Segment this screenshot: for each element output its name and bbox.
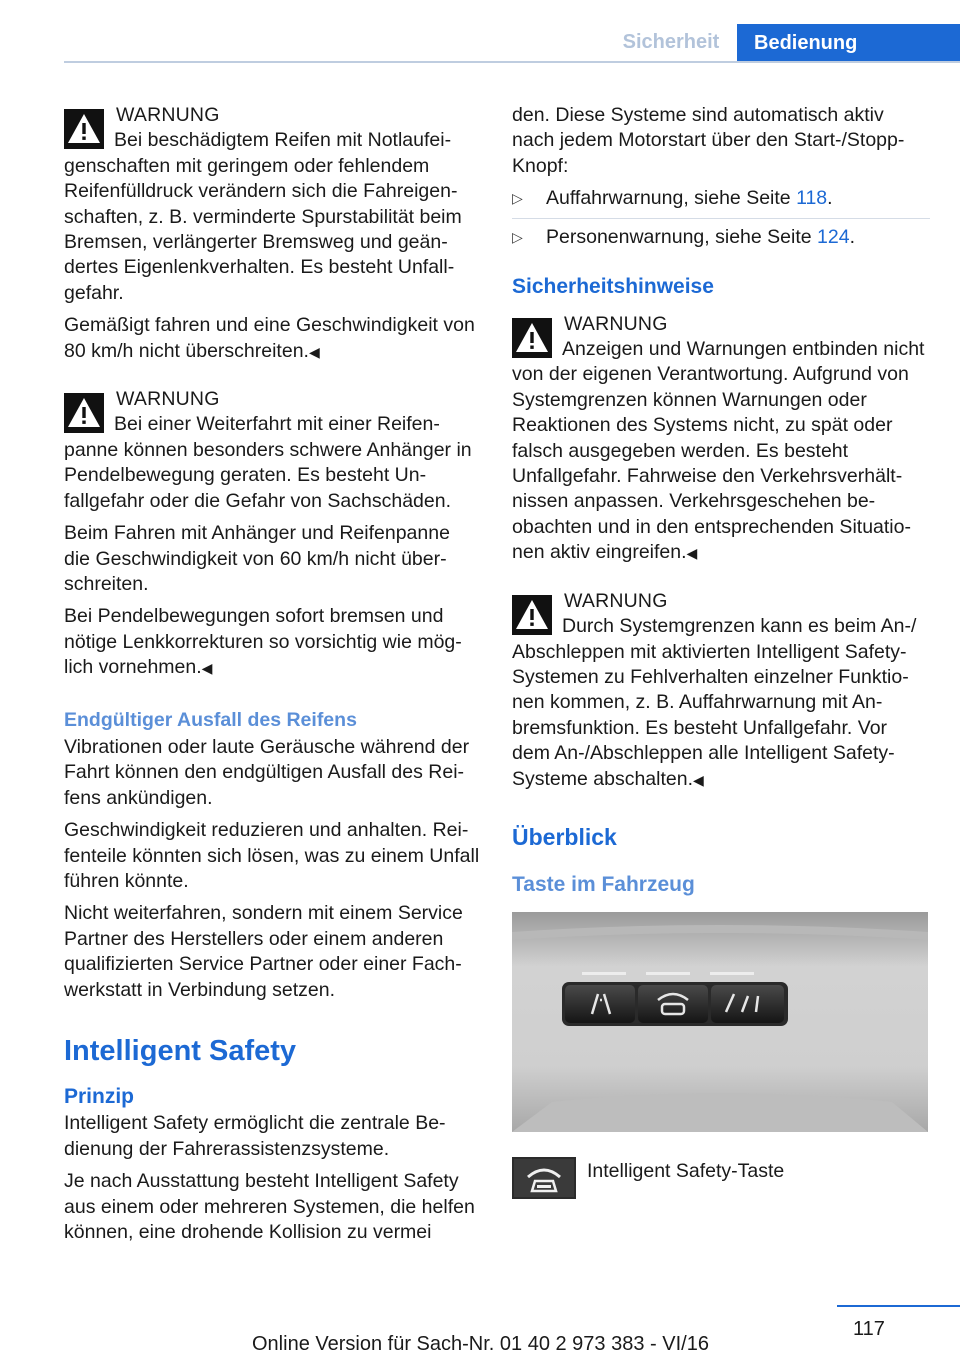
- warning-title: WARNUNG: [116, 104, 220, 126]
- left-column: [64, 103, 480, 1252]
- warning-box-4: [512, 589, 930, 793]
- page-number-divider: [837, 1305, 960, 1307]
- body-paragraph: Je nach Ausstattung besteht Intelligent Safety aus einem oder mehreren Systemen, die helfen können, eine drohende Kollision zu vermei: [64, 1170, 475, 1244]
- header-tab-bedienung[interactable]: Bedienung: [737, 24, 960, 63]
- heading-prinzip: Prinzip: [64, 1085, 135, 1108]
- caption-text: Intelligent Safety-Taste: [587, 1160, 785, 1183]
- warning-text: Bei beschädigtem Reifen mit Notlaufeigenschaften mit geringem oder fehlendem Reifenfülldruck verändern sich die Fahreigenschaften, z. B. verminderte Spurstabilität beim Bremsen, verlängerter Bremsweg und geändertes Eigenlenkverhalten. Es besteht Unfallgefahr.: [64, 129, 462, 304]
- warning-paragraph: Bei Pendelbewegungen sofort bremsen und nötige Lenkkorrekturen so vorsichtig wie möglich vornehmen.◀: [64, 605, 462, 679]
- warning-box-1: [64, 103, 480, 306]
- warning-triangle-icon: [512, 595, 552, 635]
- warning-triangle-icon: [512, 318, 552, 358]
- list-item: ▷ Auffahrwarnung, siehe Seite 118.: [512, 186, 930, 219]
- vehicle-button-photo: [512, 912, 928, 1132]
- warning-title: WARNUNG: [116, 388, 220, 411]
- end-mark: ◀: [201, 660, 213, 677]
- heading-sicherheitshinweise: Sicherheitshinweise: [512, 275, 714, 299]
- sub-heading-reifenausfall: Endgültiger Ausfall des Reifens: [64, 708, 357, 731]
- warning-triangle-icon: [64, 393, 104, 433]
- body-paragraph: Geschwindigkeit reduzieren und anhalten. Reifenteile könnten sich lösen, was zu einem Unfall führen könnte.: [64, 819, 480, 892]
- system-list: [512, 186, 930, 258]
- heading-ueberblick: Überblick: [512, 823, 617, 850]
- warning-box-3: [512, 312, 930, 567]
- header-tab-sicherheit[interactable]: Sicherheit: [622, 31, 720, 53]
- body-paragraph: Intelligent Safety ermöglicht die zentrale Bedienung der Fahrerassistenzsysteme.: [64, 1112, 446, 1160]
- page-number: 117: [853, 1318, 885, 1340]
- page-link-118[interactable]: 118: [796, 187, 828, 210]
- warning-text: Durch Systemgrenzen kann es beim An-/ Abschleppen mit aktivierten Intelligent Safety-Systemen zu Fehlverhalten einzelner Funktionen kommen, z. B. Auffahrwarnung mit Anbremsfunktion. Es besteht Unfallgefahr. Vor dem An-/Abschleppen alle Intelligent Safety-Systeme abschalten.: [512, 615, 917, 790]
- warning-paragraph: Beim Fahren mit Anhänger und Reifenpanne die Geschwindigkeit von 60 km/h nicht überschreiten.: [64, 522, 450, 595]
- list-item: ▷ Personenwarnung, siehe Seite 124.: [512, 226, 855, 249]
- body-paragraph: Nicht weiterfahren, sondern mit einem Service Partner des Herstellers oder einem anderen qualifizierten Service Partner oder einer Fachwerkstatt in Verbindung setzen.: [64, 902, 463, 1001]
- warning-triangle-icon: [64, 109, 104, 149]
- end-mark: ◀: [308, 343, 320, 360]
- right-column: [512, 103, 930, 1201]
- warning-title: WARNUNG: [564, 312, 668, 335]
- online-version-footer: Online Version für Sach-Nr. 01 40 2 973 383 - VI/16: [252, 1333, 709, 1355]
- warning-box-2: [64, 387, 480, 514]
- intelligent-safety-button-icon: [512, 1157, 576, 1199]
- end-mark: ◀: [693, 771, 704, 788]
- section-title-intelligent-safety: Intelligent Safety: [64, 1035, 297, 1067]
- end-mark: ◀: [686, 545, 698, 562]
- bullet-triangle-icon: ▷: [512, 229, 523, 246]
- body-paragraph: den. Diese Systeme sind automatisch aktiv nach jedem Motorstart über den Start-/Stopp-Knopf:: [512, 104, 905, 177]
- warning-text: Anzeigen und Warnungen entbinden nicht von der eigenen Verantwortung. Aufgrund von Systemgrenzen können Warnungen oder Reaktionen des Systems nicht, zu spät oder falsch ausgegeben werden. Es besteht Unfallgefahr. Fahrweise den Verkehrsverhältnissen anpassen. Verkehrsgeschehen beobachten und in den entsprechenden Situationen aktiv eingreifen.: [512, 338, 925, 564]
- warning-paragraph: Gemäßigt fahren und eine Geschwindigkeit von 80 km/h nicht überschreiten.◀: [64, 314, 475, 362]
- heading-taste-im-fahrzeug: Taste im Fahrzeug: [512, 873, 695, 897]
- warning-text: Bei einer Weiterfahrt mit einer Reifenpanne können besonders schwere Anhänger in Pendelbewegung geraten. Es besteht Unfallgefahr oder die Gefahr von Sachschäden.: [64, 413, 472, 512]
- bullet-triangle-icon: ▷: [512, 190, 523, 207]
- button-caption: [512, 1157, 930, 1201]
- body-paragraph: Vibrationen oder laute Geräusche während der Fahrt können den endgültigen Ausfall des Reifens ankündigen.: [64, 735, 470, 809]
- warning-title: WARNUNG: [564, 589, 668, 612]
- page-link-124[interactable]: 124: [817, 226, 850, 249]
- header-divider: [64, 61, 960, 63]
